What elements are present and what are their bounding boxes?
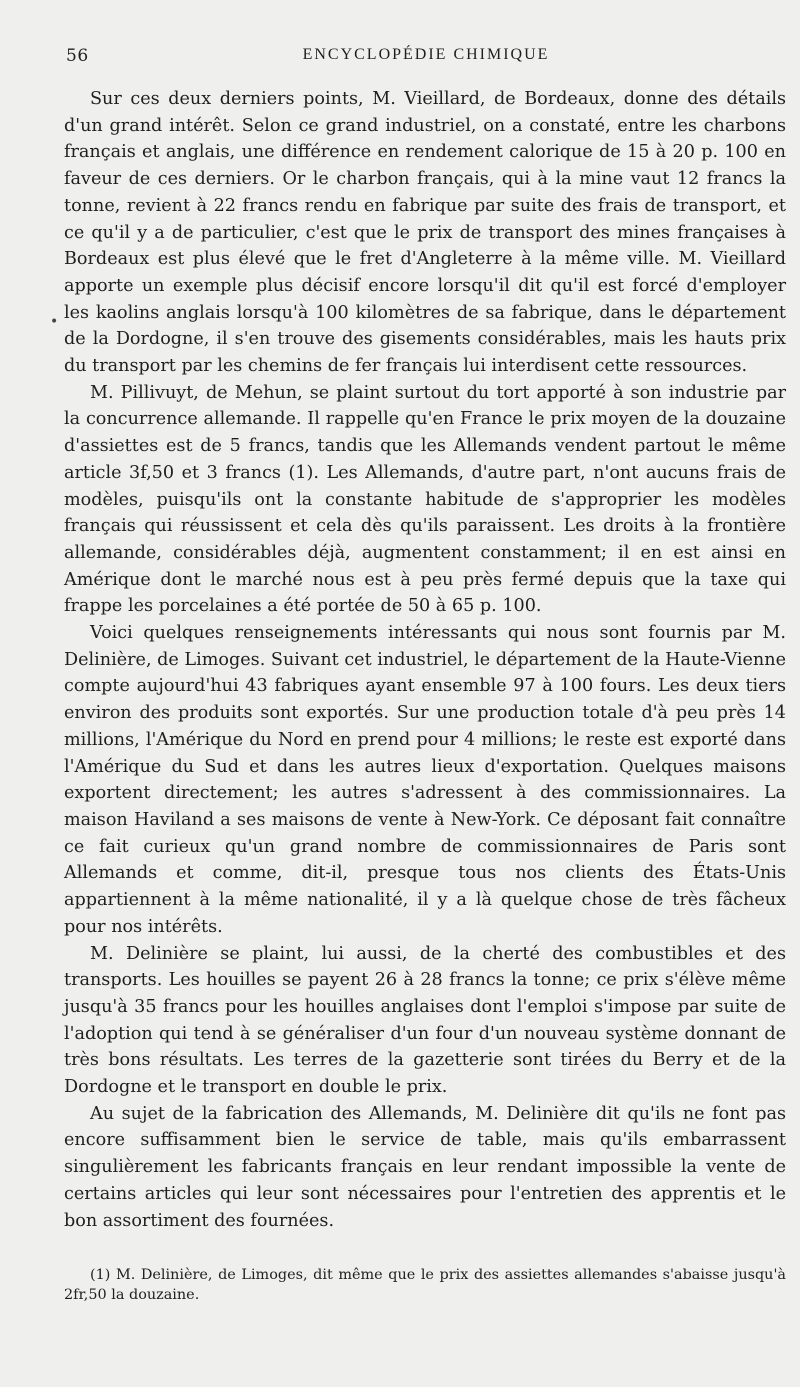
running-title: ENCYCLOPÉDIE CHIMIQUE: [302, 46, 550, 63]
paragraph: M. Pillivuyt, de Mehun, se plaint surtout du tort apporté à son industrie par la concurrence allemande. Il rappelle qu'en France le prix moyen de la douzaine d'assiettes est de 5 francs, tandis que les Allemands vendent partout le même article 3f,50 et 3 francs (1). Les Allemands, d'autre part, n'ont aucuns frais de modèles, puisqu'ils ont la constante habitude de s'approprier les modèles français qui réussissent et cela dès qu'ils paraissent. Les droits à la frontière allemande, considérables déjà, augmentent constamment; il en est ainsi en Amérique dont le marché nous est à peu près fermé depuis que la taxe qui frappe les porcelaines a été portée de 50 à 65 p. 100.: [64, 382, 786, 617]
margin-mark: •: [50, 314, 59, 330]
paragraph: Voici quelques renseignements intéressants qui nous sont fournis par M. Delinière, de Limoges. Suivant cet industriel, le département de la Haute-Vienne compte aujourd'hui 43 fabriques ayant ensemble 97 à 100 fours. Les deux tiers environ des produits sont exportés. Sur une production totale d'à peu près 14 millions, l'Amérique du Nord en prend pour 4 millions; le reste est exporté dans l'Amérique du Sud et dans les autres lieux d'exportation. Quelques maisons exportent directement; les autres s'adressent à des commissionnaires. La maison Haviland a ses maisons de vente à New-York. Ce déposant fait connaître ce fait curieux qu'un grand nombre de commissionnaires de Paris sont Allemands et comme, dit-il, presque tous nos clients des États-Unis appartiennent à la même nationalité, il y a là quelque chose de très fâcheux pour nos intérêts.: [64, 623, 786, 937]
paragraph: Sur ces deux derniers points, M. Vieillard, de Bordeaux, donne des détails d'un grand intérêt. Selon ce grand industriel, on a constaté, entre les charbons français et anglais, une différence en rendement calorique de 15 à 20 p. 100 en faveur de ces derniers. Or le charbon français, qui à la mine vaut 12 francs la tonne, revient à 22 francs rendu en fabrique par suite des frais de transport, et ce qu'il y a de particulier, c'est que le prix de transport des mines françaises à Bordeaux est plus élevé que le fret d'Angleterre à la même ville. M. Vieillard apporte un exemple plus décisif encore lorsqu'il dit qu'il est forcé d'employer les kaolins anglais lorsqu'à 100 kilomètres de sa fabrique, dans le département de la Dordogne, il s'en trouve des gisements considérables, mais les hauts prix du transport par les chemins de fer français lui interdisent cette ressources.: [64, 89, 786, 377]
paragraph: M. Delinière se plaint, lui aussi, de la cherté des combustibles et des transports. Les houilles se payent 26 à 28 francs la tonne; ce prix s'élève même jusqu'à 35 francs pour les houilles anglaises dont l'emploi s'impose par suite de l'adoption qui tend à se généraliser d'un four d'un nouveau système donnant de très bons résultats. Les terres de la gazetterie sont tirées du Berry et de la Dordogne et le transport en double le prix.: [64, 943, 786, 1098]
paragraph: Au sujet de la fabrication des Allemands, M. Delinière dit qu'ils ne font pas encore suffisamment bien le service de table, mais qu'ils embarrassent singulièrement les fabricants français en leur rendant impossible la vente de certains articles qui leur sont nécessaires pour l'entretien des apprentis et le bon assortiment des fournées.: [64, 1103, 786, 1231]
body-text: [64, 86, 786, 1234]
footnote-text: (1) M. Delinière, de Limoges, dit même que le prix des assiettes allemandes s'abaisse jusqu'à 2fr,50 la douzaine.: [64, 1267, 786, 1303]
footnote: [64, 1265, 786, 1305]
page-number: 56: [66, 46, 89, 66]
page-header: [64, 46, 788, 74]
